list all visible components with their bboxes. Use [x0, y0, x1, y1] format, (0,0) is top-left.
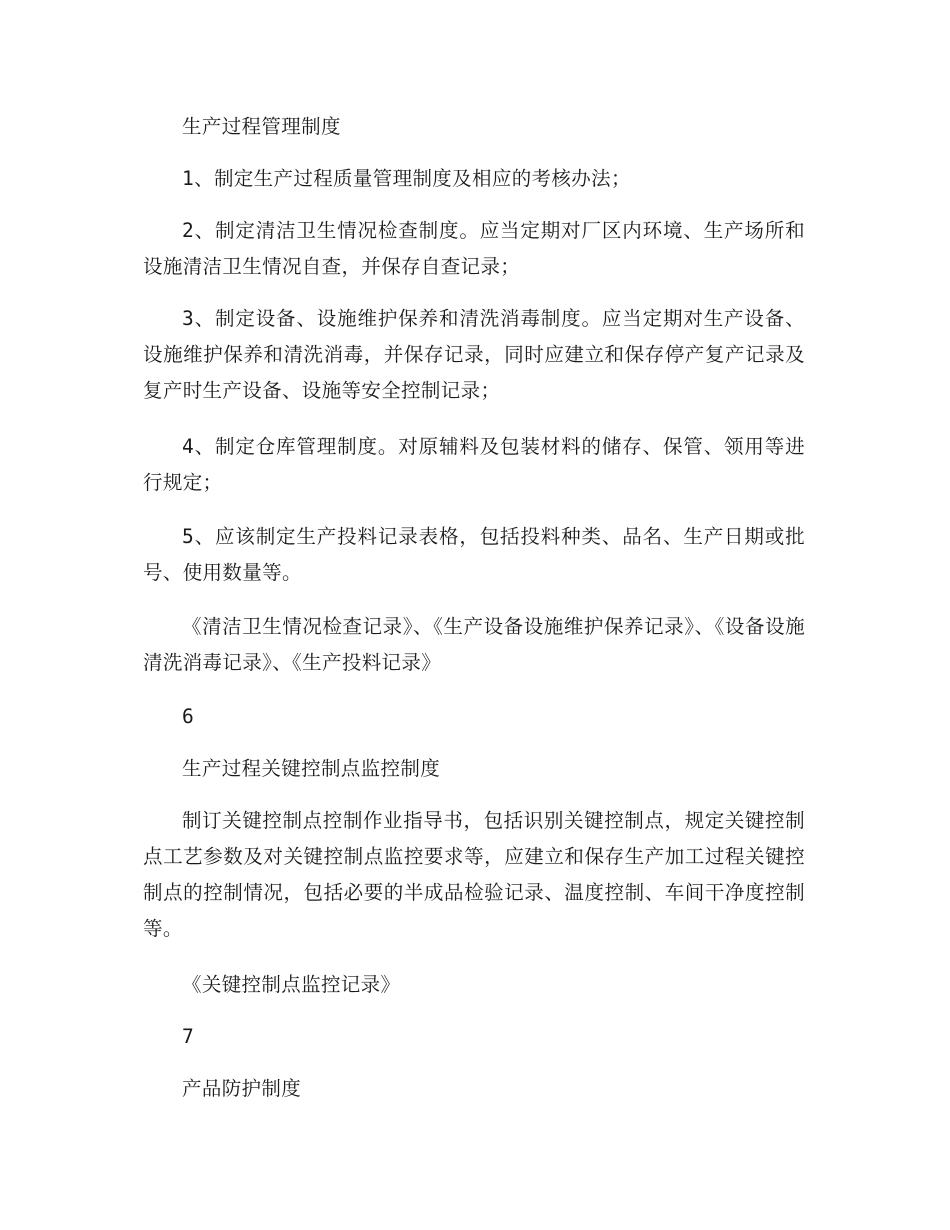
section-number-6: 6 — [182, 705, 195, 728]
section-heading-production-process: 生产过程管理制度 — [182, 115, 341, 138]
section-number-7: 7 — [182, 1025, 195, 1048]
ccp-paragraph: 制订关键控制点控制作业指导书，包括识别关键控制点，规定关键控制点工艺参数及对关键控制点监控要求等，应建立和保存生产加工过程关键控制点的控制情况，包括必要的半成品检验记录、温度控制、车间干净度控制等。 — [143, 809, 805, 940]
list-item-1: 1、制定生产过程质量管理制度及相应的考核办法； — [182, 167, 631, 190]
list-item-2: 2、制定清洁卫生情况检查制度。应当定期对厂区内环境、生产场所和设施清洁卫生情况自查，并保存自查记录； — [143, 219, 805, 278]
section-heading-ccp: 生产过程关键控制点监控制度 — [182, 757, 441, 780]
records-list-ccp: 《关键控制点监控记录》 — [182, 973, 401, 996]
section-heading-product-protection: 产品防护制度 — [182, 1077, 302, 1100]
list-item-3: 3、制定设备、设施维护保养和清洗消毒制度。应当定期对生产设备、设施维护保养和清洗消毒，并保存记录，同时应建立和保存停产复产记录及复产时生产设备、设施等安全控制记录； — [143, 307, 805, 402]
list-item-4: 4、制定仓库管理制度。对原辅料及包装材料的储存、保管、领用等进行规定； — [143, 435, 805, 494]
list-item-5: 5、应该制定生产投料记录表格，包括投料种类、品名、生产日期或批号、使用数量等。 — [143, 525, 805, 584]
records-list-production: 《清洁卫生情况检查记录》、《生产设备设施维护保养记录》、《设备设施清洗消毒记录》、《生产投料记录》 — [143, 615, 805, 674]
